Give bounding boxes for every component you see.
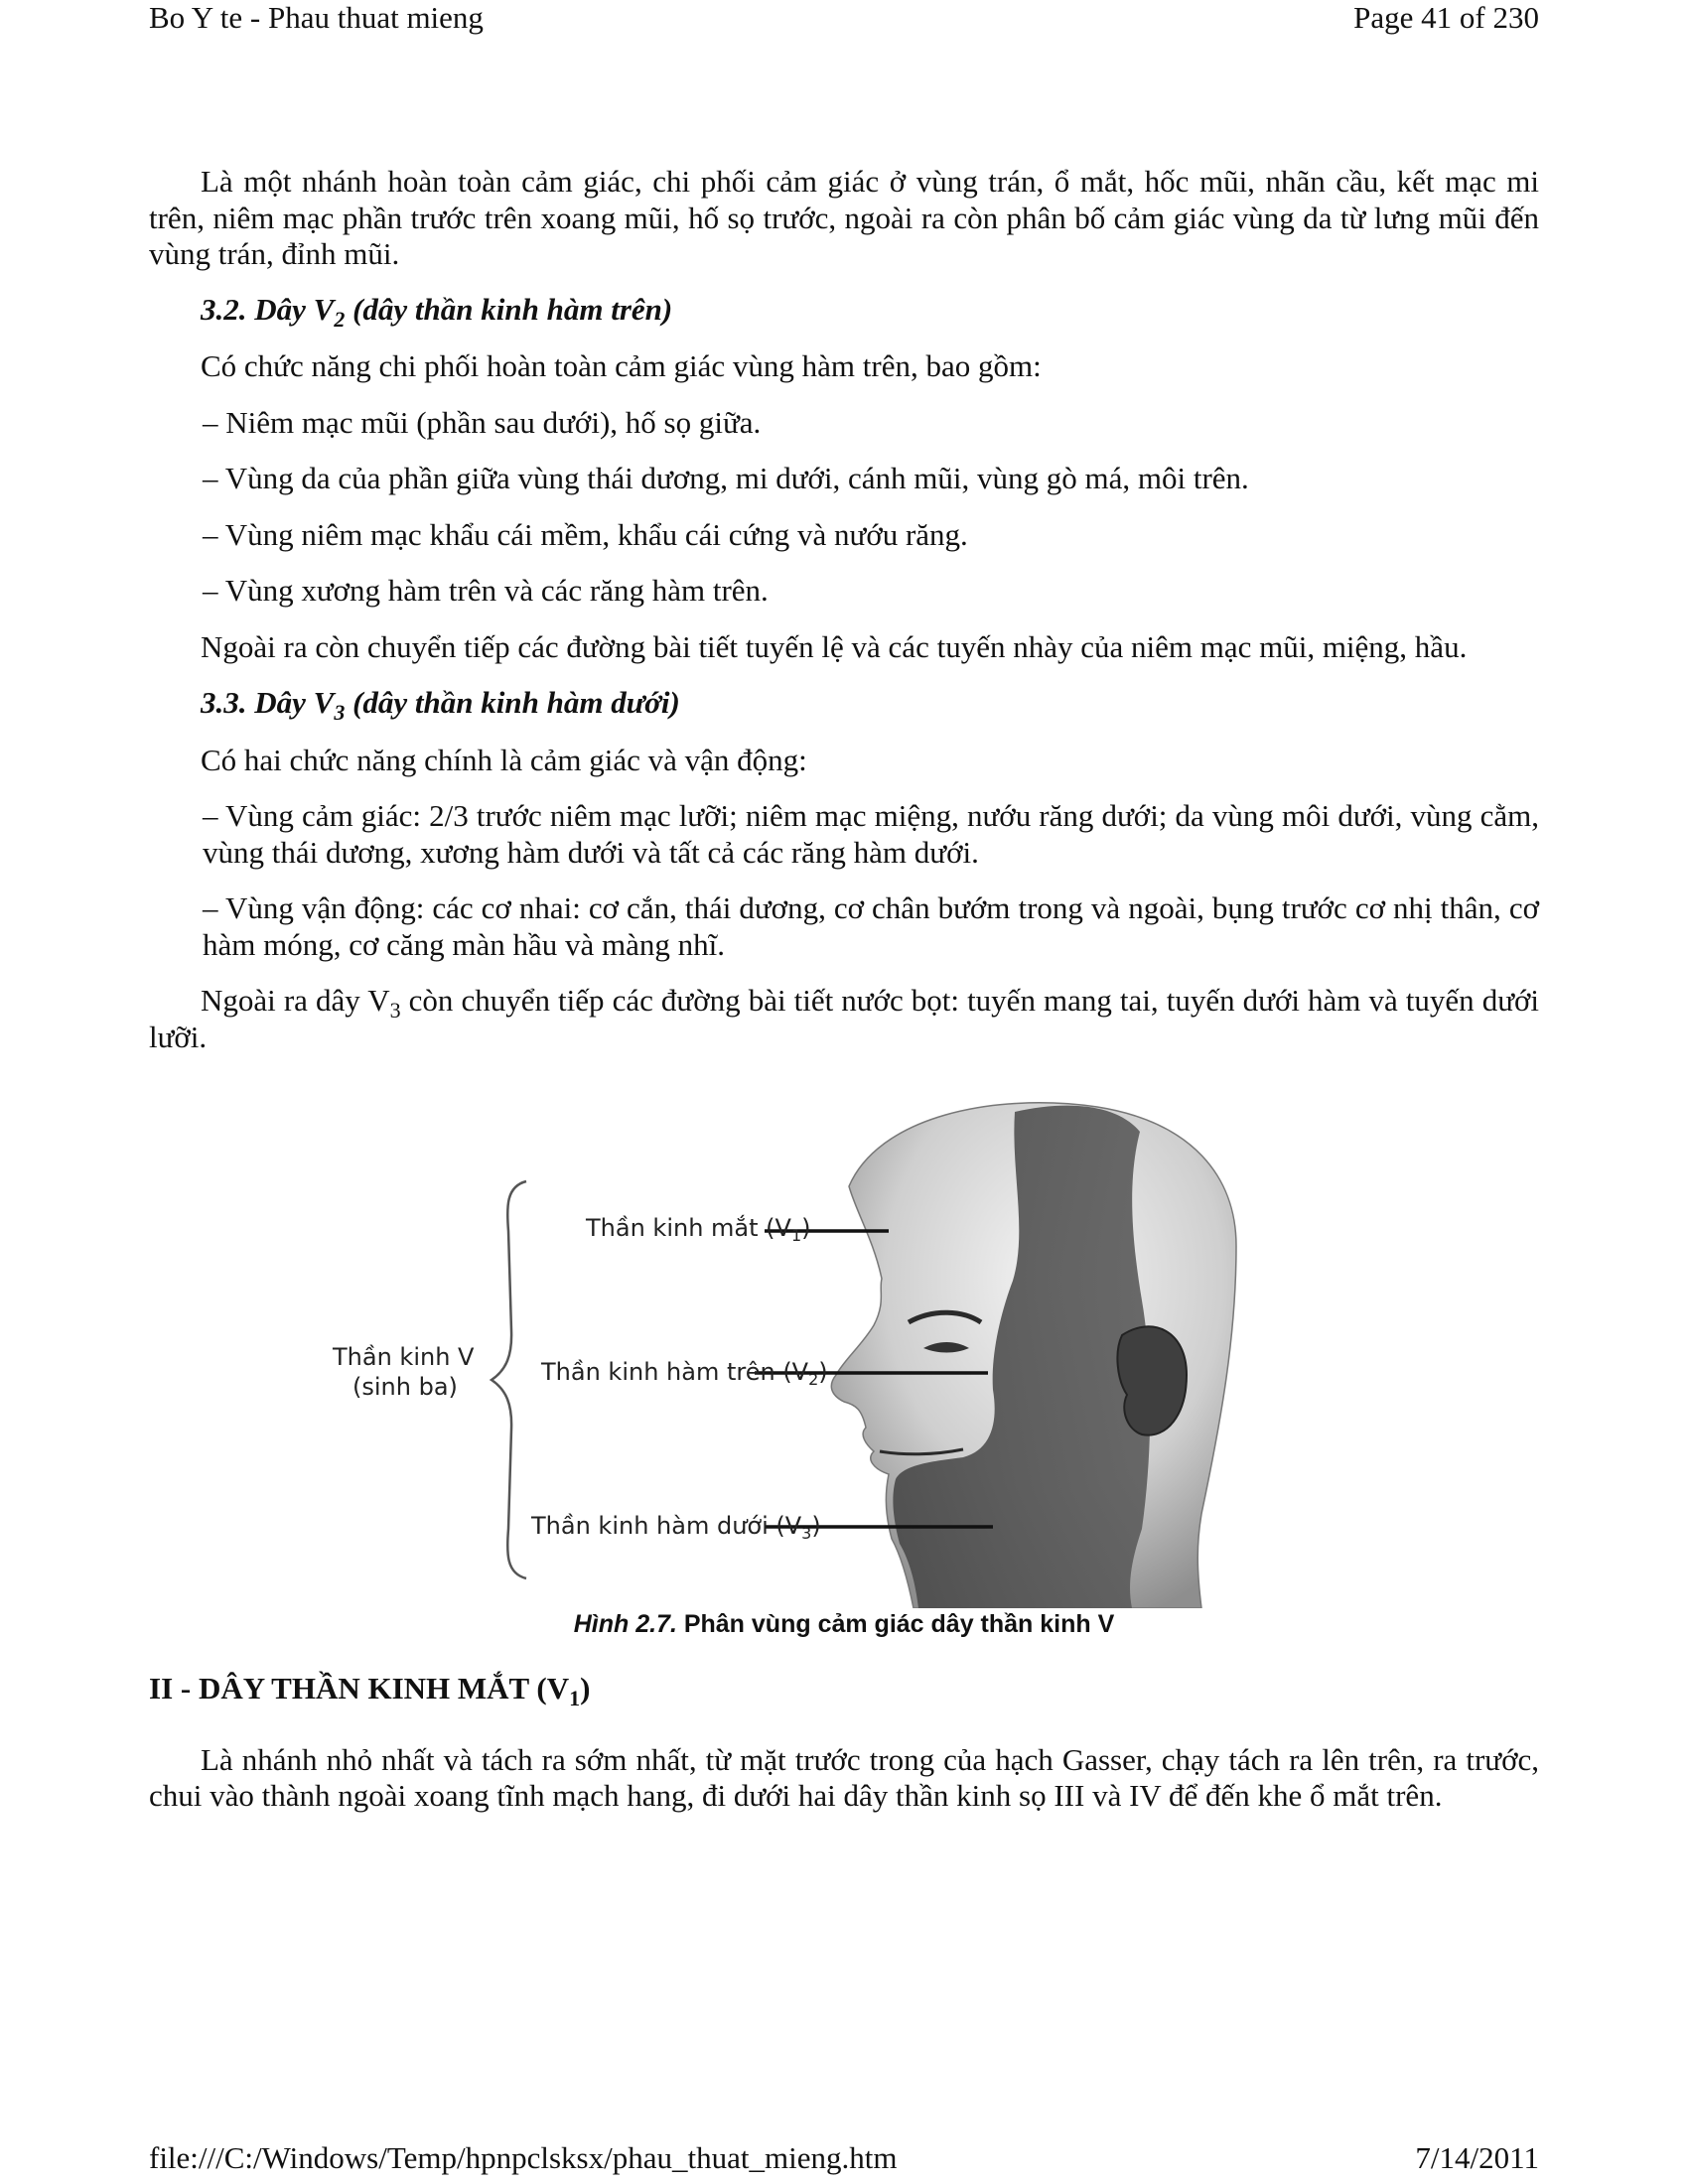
group-label-line1: Thần kinh V (333, 1343, 475, 1371)
list-item: – Vùng vận động: các cơ nhai: cơ cắn, thái dương, cơ chân bướm trong và ngoài, bụng trước cơ nhị thân, cơ hàm móng, cơ căng màn hầu và màng nhĩ. (203, 890, 1539, 962)
page-number: Page 41 of 230 (1353, 0, 1539, 35)
label-v2: Thần kinh hàm trên $(V_2)$ (541, 1358, 828, 1389)
document-body (149, 164, 1539, 1815)
paragraph: Là nhánh nhỏ nhất và tách ra sớm nhất, từ mặt trước trong của hạch Gasser, chạy tách ra lên trên, ra trước, chui vào thành ngoài xoang tĩnh mạch hang, đi dưới hai dây thần kinh sọ III và IV để đến khe ổ mắt trên. (149, 1741, 1539, 1813)
section-heading-3-2: 3.2. Dây $V_2$ (dây thần kinh hàm trên) (201, 291, 673, 332)
intro-paragraph: Là một nhánh hoàn toàn cảm giác, chi phối cảm giác ở vùng trán, ổ mắt, hốc mũi, nhãn cầu, kết mạc mi trên, niêm mạc phần trước trên xoang mũi, hố sọ trước, ngoài ra còn phân bố cảm giác vùng da từ lưng mũi đến vùng trán, đỉnh mũi. (149, 164, 1539, 271)
footer-date: 7/14/2011 (1415, 2140, 1539, 2175)
paragraph: Ngoài ra dây $V_3$ còn chuyển tiếp các đường bài tiết nước bọt: tuyến mang tai, tuyến dưới hàm và tuyến dưới lưỡi. (149, 983, 1539, 1054)
list-item: – Vùng niêm mạc khẩu cái mềm, khẩu cái cứng và nướu răng. (203, 516, 968, 552)
label-v3: Thần kinh hàm dưới $(V_3)$ (531, 1512, 821, 1543)
ear (1117, 1326, 1187, 1434)
paragraph: Có hai chức năng chính là cảm giác và vận động: (201, 742, 807, 777)
list-item: – Vùng xương hàm trên và các răng hàm trên. (203, 573, 769, 608)
brace (492, 1181, 526, 1578)
page-header-title: Bo Y te - Phau thuat mieng (149, 0, 484, 35)
list-item: – Vùng da của phần giữa vùng thái dương, mi dưới, cánh mũi, vùng gò má, môi trên. (203, 461, 1249, 495)
figure-caption: Hình 2.7. Phân vùng cảm giác dây thần kinh V (573, 1610, 1115, 1638)
list-item: – Vùng cảm giác: 2/3 trước niêm mạc lưỡi; niêm mạc miệng, nướu răng dưới; da vùng môi dưới, vùng cằm, vùng thái dương, xương hàm dưới và tất cả các răng hàm dưới. (203, 798, 1539, 870)
footer-file-path: file:///C:/Windows/Temp/hpnpclsksx/phau_thuat_mieng.htm (149, 2140, 898, 2175)
group-label-line2: (sinh ba) (352, 1373, 458, 1401)
list-item: – Niêm mạc mũi (phần sau dưới), hố sọ giữa. (203, 404, 762, 440)
paragraph: Có chức năng chi phối hoàn toàn cảm giác vùng hàm trên, bao gồm: (201, 348, 1042, 383)
section-heading-3-3: 3.3. Dây $V_3$ (dây thần kinh hàm dưới) (201, 685, 680, 725)
section-heading-ii: II - DÂY THẦN KINH MẮT $(V_1)$ (149, 1670, 591, 1710)
trigeminal-head-illustration (149, 1092, 1539, 1608)
paragraph: Ngoài ra còn chuyển tiếp các đường bài tiết tuyến lệ và các tuyến nhày của niêm mạc mũi, miệng, hầu. (201, 628, 1468, 664)
label-v1: Thần kinh mắt $(V_1)$ (586, 1214, 811, 1245)
figure (149, 1092, 1539, 1608)
